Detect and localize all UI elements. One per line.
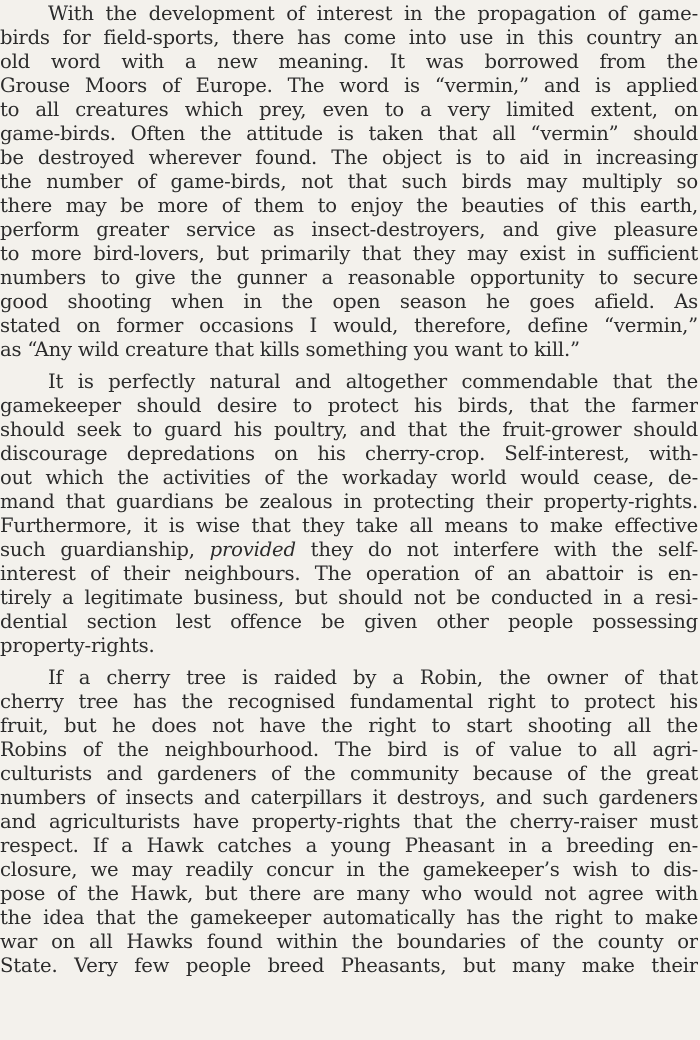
text-line: With the development of interest in the propagation of game- bbox=[48, 2, 698, 25]
text-line: numbers to give the gunner a reasonable opportunity to secure bbox=[0, 266, 698, 289]
text-line: stated on former occasions I would, therefore, define “vermin,” bbox=[0, 314, 698, 337]
text-line: fruit, but he does not have the right to start shooting all the bbox=[0, 714, 698, 737]
text-line: closure, we may readily concur in the gamekeeper’s wish to dis- bbox=[0, 858, 698, 881]
text-line: cherry tree has the recognised fundamental right to protect his bbox=[0, 690, 698, 713]
text-line: to all creatures which prey, even to a very limited extent, on bbox=[0, 98, 698, 121]
text-line: and agriculturists have property-rights that the cherry-raiser must bbox=[0, 810, 698, 833]
text-line: Robins of the neighbourhood. The bird is of value to all agri- bbox=[0, 738, 698, 761]
text-line bbox=[0, 538, 698, 562]
text-line: game-birds. Often the attitude is taken that all “vermin” should bbox=[0, 122, 698, 145]
text-line: interest of their neighbours. The operation of an abattoir is en- bbox=[0, 562, 698, 585]
text-line: as “Any wild creature that kills something you want to kill.” bbox=[0, 338, 580, 361]
text-line: dential section lest offence be given other people possessing bbox=[0, 610, 698, 633]
text-line: discourage depredations on his cherry-crop. Self-interest, with- bbox=[0, 442, 698, 465]
text-line: numbers of insects and caterpillars it destroys, and such gardeners bbox=[0, 786, 698, 809]
text-line: culturists and gardeners of the community because of the great bbox=[0, 762, 698, 785]
text-line: tirely a legitimate business, but should not be conducted in a resi- bbox=[0, 586, 698, 609]
text-line: mand that guardians be zealous in protecting their property-rights. bbox=[0, 490, 698, 513]
text-line: the number of game-birds, not that such birds may multiply so bbox=[0, 170, 698, 193]
text-line: to more bird-lovers, but primarily that they may exist in sufficient bbox=[0, 242, 698, 265]
text-line: should seek to guard his poultry, and that the fruit-grower should bbox=[0, 418, 698, 441]
text-span: such guardianship, bbox=[0, 538, 210, 561]
text-line: old word with a new meaning. It was borrowed from the bbox=[0, 50, 698, 73]
text-line: State. Very few people breed Pheasants, but many make their bbox=[0, 954, 698, 977]
text-line: birds for field-sports, there has come into use in this country an bbox=[0, 26, 698, 49]
text-line: be destroyed wherever found. The object is to aid in increasing bbox=[0, 146, 698, 169]
text-line: property-rights. bbox=[0, 634, 155, 657]
text-span: they do not interfere with the self- bbox=[295, 538, 698, 561]
text-line: war on all Hawks found within the boundaries of the county or bbox=[0, 930, 698, 953]
text-line: perform greater service as insect-destroyers, and give pleasure bbox=[0, 218, 698, 241]
italic-word: provided bbox=[209, 538, 296, 561]
text-line: It is perfectly natural and altogether commendable that the bbox=[48, 370, 698, 393]
text-line: there may be more of them to enjoy the beauties of this earth, bbox=[0, 194, 698, 217]
text-line: out which the activities of the workaday world would cease, de- bbox=[0, 466, 698, 489]
text-line: If a cherry tree is raided by a Robin, the owner of that bbox=[48, 666, 698, 689]
text-line: Furthermore, it is wise that they take all means to make effective bbox=[0, 514, 698, 537]
text-line: the idea that the gamekeeper automatically has the right to make bbox=[0, 906, 698, 929]
text-line: respect. If a Hawk catches a young Pheasant in a breeding en- bbox=[0, 834, 698, 857]
text-line: Grouse Moors of Europe. The word is “vermin,” and is applied bbox=[0, 74, 698, 97]
text-line: pose of the Hawk, but there are many who would not agree with bbox=[0, 882, 698, 905]
text-line: gamekeeper should desire to protect his birds, that the farmer bbox=[0, 394, 698, 417]
text-line: good shooting when in the open season he goes afield. As bbox=[0, 290, 698, 313]
